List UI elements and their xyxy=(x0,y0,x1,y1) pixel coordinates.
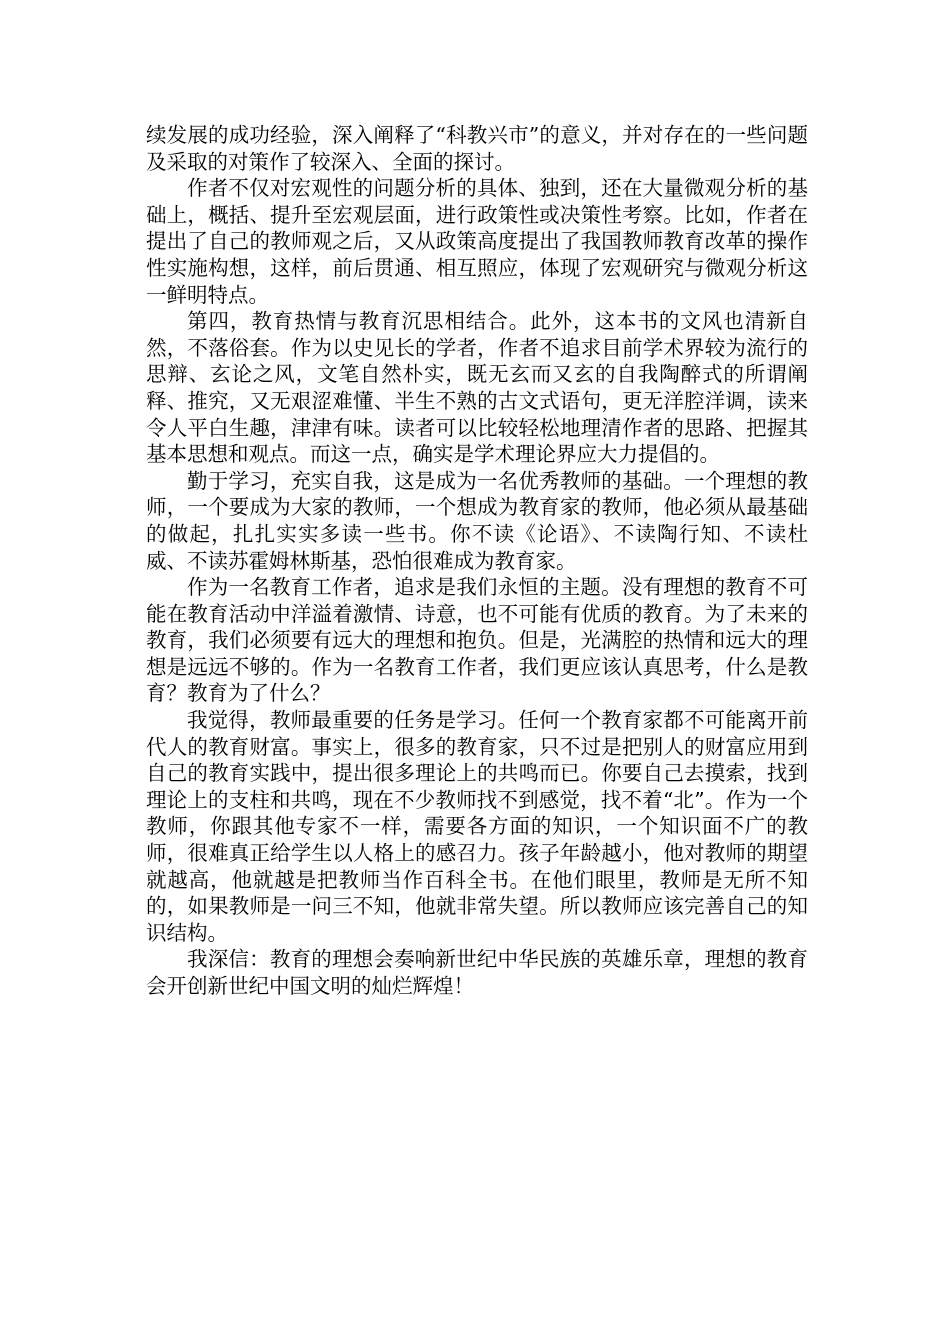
paragraph-fourth-point: 第四，教育热情与教育沉思相结合。此外，这本书的文风也清新自然，不落俗套。作为以史见长的学者，作者不追求目前学术界较为流行的思辩、玄论之风，文笔自然朴实，既无玄而又玄的自我陶醉式的所谓阐释、推究，又无艰涩难懂、半生不熟的古文式语句，更无洋腔洋调，读来令人平白生趣，津津有味。读者可以比较轻松地理清作者的思路、把握其基本思想和观点。而这一点，确实是学术理论界应大力提倡的。 xyxy=(146,309,808,467)
document-body xyxy=(146,122,808,1000)
paragraph-continuation: 续发展的成功经验，深入阐释了“科教兴市”的意义，并对存在的一些问题及采取的对策作了较深入、全面的探讨。 xyxy=(146,123,808,174)
paragraph-diligent-study: 勤于学习，充实自我，这是成为一名优秀教师的基础。一个理想的教师，一个要成为大家的教师，一个想成为教育家的教师，他必须从最基础的做起，扎扎实实多读一些书。你不读《论语》、不读陶行知、不读杜威、不读苏霍姆林斯基，恐怕很难成为教育家。 xyxy=(146,468,808,573)
paragraph-educator-pursuit: 作为一名教育工作者，追求是我们永恒的主题。没有理想的教育不可能在教育活动中洋溢着激情、诗意，也不可能有优质的教育。为了未来的教育，我们必须要有远大的理想和抱负。但是，光满腔的热情和远大的理想是远远不够的。作为一名教育工作者，我们更应该认真思考，什么是教育？教育为了什么？ xyxy=(146,575,808,706)
paragraph-teacher-learning: 我觉得，教师最重要的任务是学习。任何一个教育家都不可能离开前代人的教育财富。事实上，很多的教育家，只不过是把别人的财富应用到自己的教育实践中，提出很多理论上的共鸣而已。你要自己去摸索，找到理论上的支柱和共鸣，现在不少教师找不到感觉，找不着“北”。作为一个教师，你跟其他专家不一样，需要各方面的知识，一个知识面不广的教师，很难真正给学生以人格上的感召力。孩子年龄越小，他对教师的期望就越高，他就越是把教师当作百科全书。在他们眼里，教师是无所不知的，如果教师是一问三不知，他就非常失望。所以教师应该完善自己的知识结构。 xyxy=(146,708,808,945)
paragraph-conclusion: 我深信：教育的理想会奏响新世纪中华民族的英雄乐章，理想的教育会开创新世纪中国文明的灿烂辉煌！ xyxy=(146,947,808,998)
paragraph-macro-micro-analysis: 作者不仅对宏观性的问题分析的具体、独到，还在大量微观分析的基础上，概括、提升至宏观层面，进行政策性或决策性考察。比如，作者在提出了自己的教师观之后，又从政策高度提出了我国教师教育改革的操作性实施构想，这样，前后贯通、相互照应，体现了宏观研究与微观分析这一鲜明特点。 xyxy=(146,176,808,307)
